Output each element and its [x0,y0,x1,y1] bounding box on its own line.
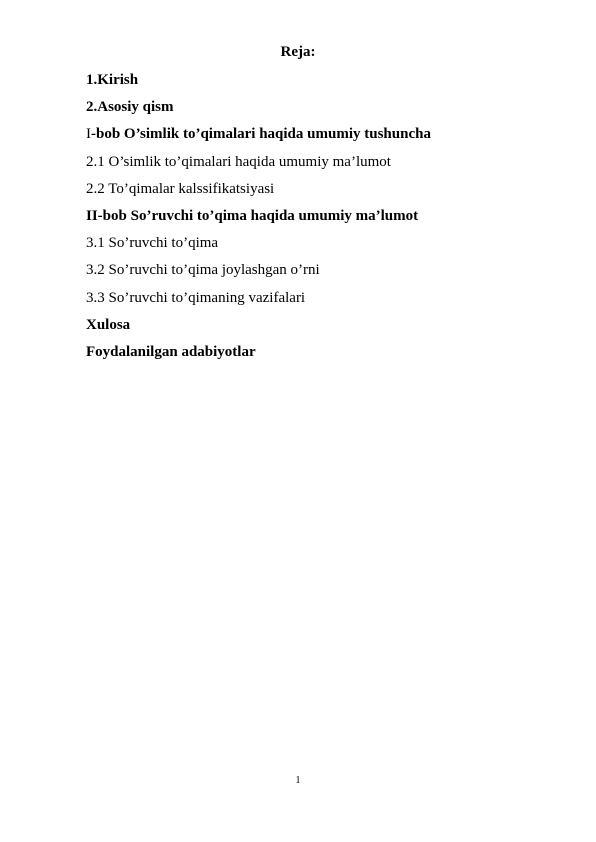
toc-item-label: 3.3 So’ruvchi to’qimaning vazifalari [86,289,306,306]
toc-chapter-prefix: I [86,126,91,143]
toc-item-label: 2.2 To’qimalar kalssifikatsiyasi [86,180,275,197]
toc-chapter-2 [86,203,526,230]
toc-item-label: -bob O’simlik to’qimalari haqida umumiy tushuncha [91,126,431,143]
toc-item-label: Xulosa [86,316,131,333]
toc-item-main-part [86,94,526,121]
toc-item-label: 3.1 So’ruvchi to’qima [86,235,219,252]
toc-item-2-2 [86,176,526,203]
toc-item-label: 3.2 So’ruvchi to’qima joylashgan o’rni [86,262,320,279]
toc-item-3-3 [86,285,526,312]
toc-item-2-1 [86,149,526,176]
page-title: Reja: [280,44,316,60]
page-number: 1 [295,775,301,786]
toc-item-label: 2.Asosiy qism [86,99,174,116]
toc-item-label: II-bob So’ruvchi to’qima haqida umumiy ma’lumot [86,207,419,224]
toc-chapter-1 [86,121,526,148]
toc-item-conclusion [86,312,526,339]
toc-item-3-2 [86,257,526,284]
toc-item-references [86,339,526,366]
toc-item-introduction [86,67,526,94]
toc-item-label: 2.1 O’simlik to’qimalari haqida umumiy ma’lumot [86,153,391,170]
table-of-contents [86,67,526,366]
toc-item-label: 1.Kirish [86,72,139,88]
toc-item-label: Foydalanilgan adabiyotlar [86,343,256,360]
toc-item-3-1 [86,230,526,257]
